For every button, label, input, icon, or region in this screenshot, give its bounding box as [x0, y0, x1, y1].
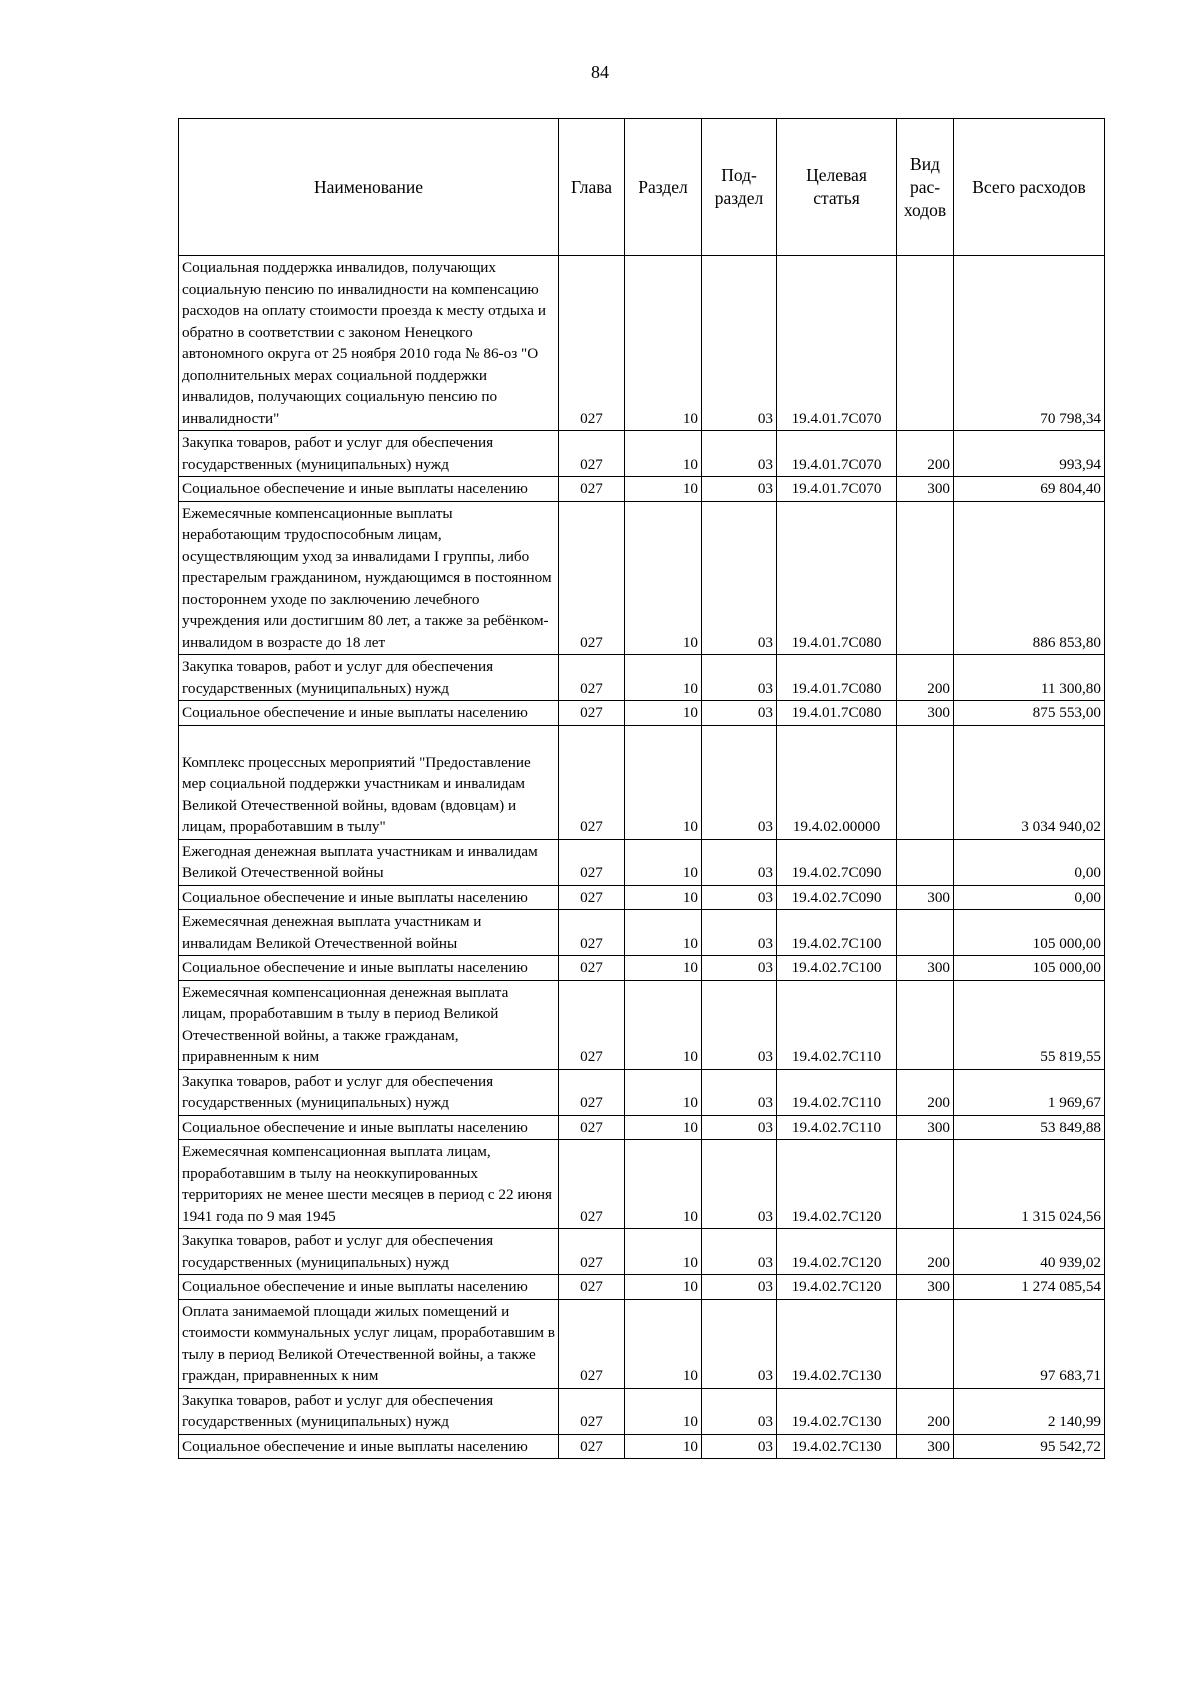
row-chapter: 027: [559, 1275, 625, 1300]
row-subsection: 03: [702, 1388, 777, 1434]
row-total: 1 315 024,56: [954, 1140, 1105, 1229]
row-name: Социальное обеспечение и иные выплаты населению: [179, 956, 559, 981]
row-total: 11 300,80: [954, 655, 1105, 701]
table-row: [179, 1388, 1105, 1434]
table-row: [179, 956, 1105, 981]
row-chapter: 027: [559, 1229, 625, 1275]
row-chapter: 027: [559, 477, 625, 502]
row-expense-type: 300: [897, 956, 954, 981]
row-total: 69 804,40: [954, 477, 1105, 502]
row-subsection: 03: [702, 956, 777, 981]
row-chapter: 027: [559, 910, 625, 956]
row-target-article: 19.4.01.7С070: [777, 256, 897, 431]
row-total: 1 274 085,54: [954, 1275, 1105, 1300]
header-chapter: Глава: [559, 119, 625, 256]
row-name: Социальное обеспечение и иные выплаты населению: [179, 885, 559, 910]
row-expense-type: 200: [897, 1069, 954, 1115]
row-expense-type: 200: [897, 1388, 954, 1434]
row-expense-type: [897, 839, 954, 885]
table-row: [179, 725, 1105, 839]
row-target-article: 19.4.02.7С090: [777, 839, 897, 885]
row-chapter: 027: [559, 1115, 625, 1140]
row-expense-type: 300: [897, 1434, 954, 1459]
row-expense-type: 300: [897, 701, 954, 726]
header-name: Наименование: [179, 119, 559, 256]
row-expense-type: [897, 1140, 954, 1229]
row-total: 95 542,72: [954, 1434, 1105, 1459]
header-section: Раздел: [625, 119, 702, 256]
row-name: Ежегодная денежная выплата участникам и инвалидам Великой Отечественной войны: [179, 839, 559, 885]
row-chapter: 027: [559, 1434, 625, 1459]
row-subsection: 03: [702, 1299, 777, 1388]
row-chapter: 027: [559, 1140, 625, 1229]
header-target-article: Целевая статья: [777, 119, 897, 256]
row-target-article: 19.4.02.7С130: [777, 1434, 897, 1459]
page-number: 84: [591, 62, 609, 82]
row-target-article: 19.4.01.7С080: [777, 701, 897, 726]
row-section: 10: [625, 501, 702, 655]
row-subsection: 03: [702, 910, 777, 956]
row-total: 0,00: [954, 839, 1105, 885]
row-section: 10: [625, 725, 702, 839]
row-chapter: 027: [559, 1299, 625, 1388]
row-chapter: 027: [559, 256, 625, 431]
row-section: 10: [625, 1229, 702, 1275]
row-total: 993,94: [954, 431, 1105, 477]
table-row: [179, 1275, 1105, 1300]
row-expense-type: [897, 501, 954, 655]
row-name: Комплекс процессных мероприятий "Предоставление мер социальной поддержки участникам и инвалидам Великой Отечественной войны, вдовам (вдовцам) и лицам, проработавшим в тылу": [179, 725, 559, 839]
row-target-article: 19.4.02.7С100: [777, 956, 897, 981]
row-subsection: 03: [702, 980, 777, 1069]
table-row: [179, 655, 1105, 701]
row-target-article: 19.4.02.7С120: [777, 1140, 897, 1229]
row-chapter: 027: [559, 956, 625, 981]
row-name: Социальное обеспечение и иные выплаты населению: [179, 477, 559, 502]
table-row: [179, 431, 1105, 477]
row-subsection: 03: [702, 501, 777, 655]
row-name: Оплата занимаемой площади жилых помещений и стоимости коммунальных услуг лицам, проработавшим в тылу в период Великой Отечественной войны, а также граждан, приравненных к ним: [179, 1299, 559, 1388]
row-target-article: 19.4.01.7С080: [777, 501, 897, 655]
row-target-article: 19.4.02.7С130: [777, 1299, 897, 1388]
table-row: [179, 1299, 1105, 1388]
table-row: [179, 1434, 1105, 1459]
table-row: [179, 477, 1105, 502]
row-target-article: 19.4.02.7С110: [777, 1115, 897, 1140]
row-subsection: 03: [702, 477, 777, 502]
row-section: 10: [625, 910, 702, 956]
row-name: Закупка товаров, работ и услуг для обеспечения государственных (муниципальных) нужд: [179, 1388, 559, 1434]
row-expense-type: [897, 980, 954, 1069]
row-name: Социальное обеспечение и иные выплаты населению: [179, 1434, 559, 1459]
table-row: [179, 701, 1105, 726]
row-section: 10: [625, 1140, 702, 1229]
row-total: 3 034 940,02: [954, 725, 1105, 839]
row-name: Социальное обеспечение и иные выплаты населению: [179, 1115, 559, 1140]
row-total: 1 969,67: [954, 1069, 1105, 1115]
row-target-article: 19.4.02.00000: [777, 725, 897, 839]
table-row: [179, 501, 1105, 655]
row-section: 10: [625, 477, 702, 502]
row-subsection: 03: [702, 1434, 777, 1459]
row-name: Социальная поддержка инвалидов, получающих социальную пенсию по инвалидности на компенсацию расходов на оплату стоимости проезда к месту отдыха и обратно в соответствии с законом Ненецкого автономного округа от 25 ноября 2010 года № 86-оз "О дополнительных мерах социальной поддержки инвалидов, получающих социальную пенсию по инвалидности": [179, 256, 559, 431]
table-row: [179, 910, 1105, 956]
row-section: 10: [625, 1299, 702, 1388]
row-section: 10: [625, 256, 702, 431]
row-target-article: 19.4.02.7С110: [777, 1069, 897, 1115]
row-expense-type: [897, 910, 954, 956]
row-expense-type: [897, 1299, 954, 1388]
row-target-article: 19.4.02.7С100: [777, 910, 897, 956]
row-chapter: 027: [559, 431, 625, 477]
row-section: 10: [625, 956, 702, 981]
row-section: 10: [625, 1388, 702, 1434]
table-row: [179, 1115, 1105, 1140]
row-expense-type: 300: [897, 477, 954, 502]
row-total: 875 553,00: [954, 701, 1105, 726]
row-subsection: 03: [702, 1115, 777, 1140]
row-target-article: 19.4.01.7С070: [777, 431, 897, 477]
row-total: 97 683,71: [954, 1299, 1105, 1388]
row-subsection: 03: [702, 655, 777, 701]
row-expense-type: 300: [897, 1115, 954, 1140]
row-section: 10: [625, 980, 702, 1069]
row-name: Закупка товаров, работ и услуг для обеспечения государственных (муниципальных) нужд: [179, 1229, 559, 1275]
row-chapter: 027: [559, 701, 625, 726]
row-expense-type: 200: [897, 655, 954, 701]
row-subsection: 03: [702, 1229, 777, 1275]
row-chapter: 027: [559, 1388, 625, 1434]
row-section: 10: [625, 1434, 702, 1459]
row-total: 105 000,00: [954, 956, 1105, 981]
row-total: 53 849,88: [954, 1115, 1105, 1140]
row-name: Ежемесячные компенсационные выплаты неработающим трудоспособным лицам, осуществляющим уход за инвалидами I группы, либо престарелым гражданином, нуждающимся в постоянном постороннем уходе по заключению лечебного учреждения или достигшим 80 лет, а также за ребёнком-инвалидом в возрасте до 18 лет: [179, 501, 559, 655]
row-total: 40 939,02: [954, 1229, 1105, 1275]
row-section: 10: [625, 1115, 702, 1140]
row-name: Закупка товаров, работ и услуг для обеспечения государственных (муниципальных) нужд: [179, 431, 559, 477]
row-subsection: 03: [702, 256, 777, 431]
row-total: 105 000,00: [954, 910, 1105, 956]
table-row: [179, 1229, 1105, 1275]
table-row: [179, 256, 1105, 431]
row-name: Социальное обеспечение и иные выплаты населению: [179, 1275, 559, 1300]
row-target-article: 19.4.02.7С110: [777, 980, 897, 1069]
row-total: 886 853,80: [954, 501, 1105, 655]
table-row: [179, 980, 1105, 1069]
row-total: 2 140,99: [954, 1388, 1105, 1434]
row-name: Ежемесячная компенсационная денежная выплата лицам, проработавшим в тылу в период Великой Отечественной войны, а также гражданам, приравненным к ним: [179, 980, 559, 1069]
row-subsection: 03: [702, 885, 777, 910]
row-expense-type: [897, 725, 954, 839]
row-expense-type: 300: [897, 1275, 954, 1300]
row-expense-type: 300: [897, 885, 954, 910]
row-total: 55 819,55: [954, 980, 1105, 1069]
row-total: 70 798,34: [954, 256, 1105, 431]
row-name: Закупка товаров, работ и услуг для обеспечения государственных (муниципальных) нужд: [179, 655, 559, 701]
row-name: Закупка товаров, работ и услуг для обеспечения государственных (муниципальных) нужд: [179, 1069, 559, 1115]
budget-table: [178, 118, 1105, 1459]
table-header-row: [179, 119, 1105, 256]
header-expense-type: Вид рас- ходов: [897, 119, 954, 256]
row-target-article: 19.4.01.7С080: [777, 655, 897, 701]
row-chapter: 027: [559, 655, 625, 701]
table-row: [179, 839, 1105, 885]
row-expense-type: [897, 256, 954, 431]
row-expense-type: 200: [897, 431, 954, 477]
row-section: 10: [625, 1069, 702, 1115]
row-target-article: 19.4.02.7С130: [777, 1388, 897, 1434]
table-row: [179, 885, 1105, 910]
row-subsection: 03: [702, 839, 777, 885]
row-subsection: 03: [702, 1069, 777, 1115]
header-total: Всего расходов: [954, 119, 1105, 256]
row-name: Социальное обеспечение и иные выплаты населению: [179, 701, 559, 726]
row-name: Ежемесячная денежная выплата участникам и инвалидам Великой Отечественной войны: [179, 910, 559, 956]
row-chapter: 027: [559, 885, 625, 910]
row-subsection: 03: [702, 431, 777, 477]
row-chapter: 027: [559, 725, 625, 839]
row-section: 10: [625, 885, 702, 910]
row-section: 10: [625, 431, 702, 477]
row-section: 10: [625, 655, 702, 701]
row-chapter: 027: [559, 1069, 625, 1115]
row-chapter: 027: [559, 980, 625, 1069]
row-name: Ежемесячная компенсационная выплата лицам, проработавшим в тылу на неоккупированных территориях не менее шести месяцев в период с 22 июня 1941 года по 9 мая 1945: [179, 1140, 559, 1229]
row-target-article: 19.4.01.7С070: [777, 477, 897, 502]
row-section: 10: [625, 839, 702, 885]
row-section: 10: [625, 701, 702, 726]
header-subsection: Под- раздел: [702, 119, 777, 256]
row-subsection: 03: [702, 1140, 777, 1229]
row-subsection: 03: [702, 701, 777, 726]
row-chapter: 027: [559, 839, 625, 885]
row-target-article: 19.4.02.7С120: [777, 1275, 897, 1300]
row-subsection: 03: [702, 725, 777, 839]
row-target-article: 19.4.02.7С090: [777, 885, 897, 910]
row-total: 0,00: [954, 885, 1105, 910]
row-section: 10: [625, 1275, 702, 1300]
table-row: [179, 1140, 1105, 1229]
row-target-article: 19.4.02.7С120: [777, 1229, 897, 1275]
table-row: [179, 1069, 1105, 1115]
row-chapter: 027: [559, 501, 625, 655]
row-subsection: 03: [702, 1275, 777, 1300]
row-expense-type: 200: [897, 1229, 954, 1275]
